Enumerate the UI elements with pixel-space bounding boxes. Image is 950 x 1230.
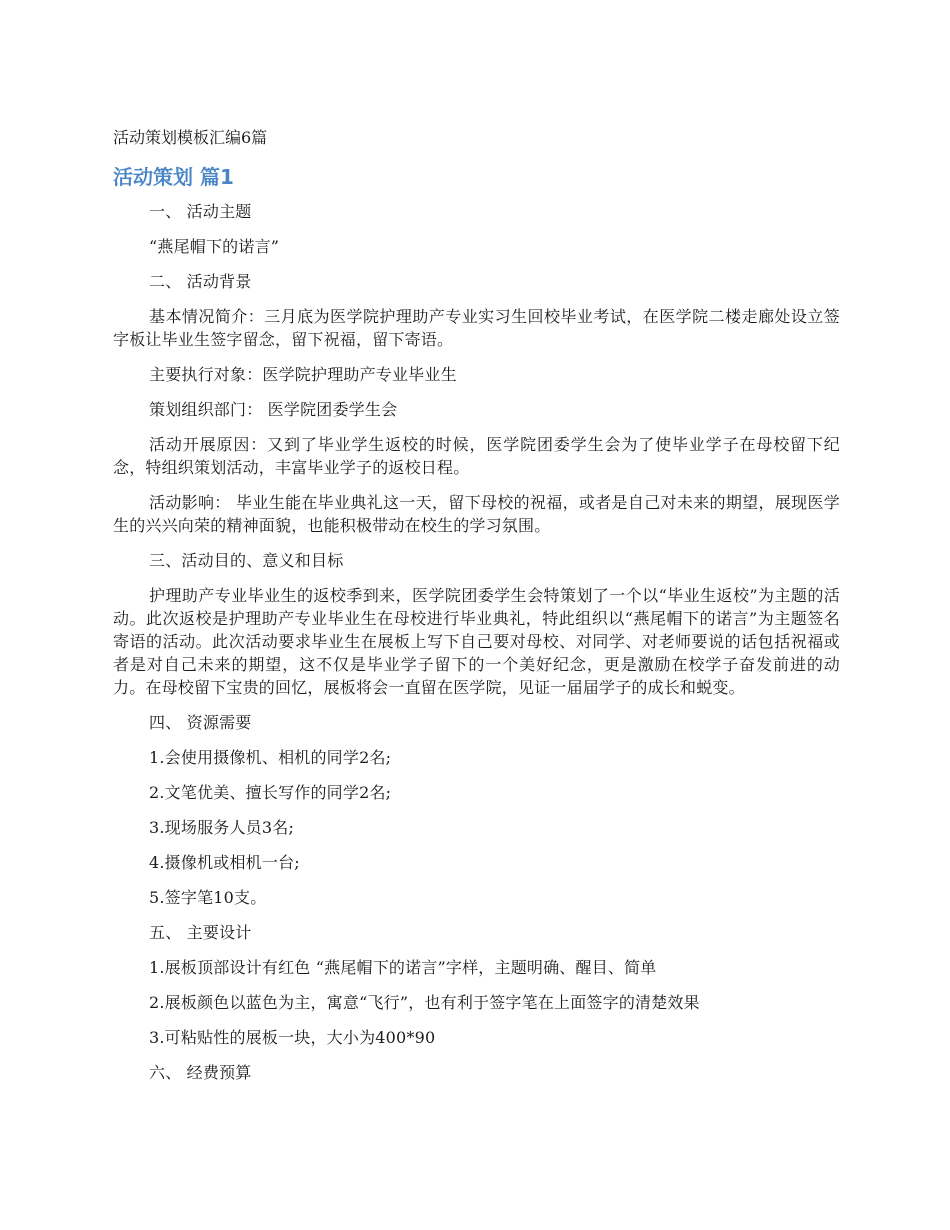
heading-activity-background: 二、 活动背景 xyxy=(149,272,252,291)
heading-activity-theme: 一、 活动主题 xyxy=(149,202,252,221)
activity-theme-text: “燕尾帽下的诺言” xyxy=(149,237,280,256)
design-item: 2.展板颜色以蓝色为主，寓意“飞行”，也有利于签字笔在上面签字的清楚效果 xyxy=(149,993,700,1012)
purpose-text: 护理助产专业毕业生的返校季到来，医学院团委学生会特策划了一个以“毕业生返校”为主题的活动。此次返校是护理助产专业毕业生在母校进行毕业典礼，特此组织以“燕尾帽下的诺言”为主题签名寄语的活动。此次活动要求毕业生在展板上写下自己要对母校、对同学、对老师要说的话包括祝福或者是对自己未来的期望，这不仅是毕业学子留下的一个美好纪念，更是激励在校学子奋发前进的动力。在母校留下宝贵的回忆，展板将会一直留在医学院，见证一届届学子的成长和蜕变。 xyxy=(113,586,840,697)
design-item: 1.展板顶部设计有红色 “燕尾帽下的诺言”字样，主题明确、醒目、简单 xyxy=(149,958,657,977)
background-basic-info: 基本情况简介：三月底为医学院护理助产专业实习生回校毕业考试，在医学院二楼走廊处设立签字板让毕业生签字留念，留下祝福，留下寄语。 xyxy=(113,307,840,349)
background-target: 主要执行对象：医学院护理助产专业毕业生 xyxy=(149,365,457,384)
section-heading: 活动策划 篇1 xyxy=(113,165,234,189)
document-body xyxy=(113,200,840,1096)
heading-budget: 六、 经费预算 xyxy=(149,1063,252,1082)
resource-item: 3.现场服务人员3名; xyxy=(149,818,295,837)
resource-item: 1.会使用摄像机、相机的同学2名; xyxy=(149,748,392,767)
document-title: 活动策划模板汇编6篇 xyxy=(113,128,268,147)
design-item: 3.可粘贴性的展板一块，大小为400*90 xyxy=(149,1028,436,1047)
background-impact: 活动影响： 毕业生能在毕业典礼这一天，留下母校的祝福，或者是自己对未来的期望，展现医学生的兴兴向荣的精神面貌，也能积极带动在校生的学习氛围。 xyxy=(113,493,840,535)
resource-item: 5.签字笔10支。 xyxy=(149,888,267,907)
heading-design: 五、 主要设计 xyxy=(149,923,252,942)
heading-resources: 四、 资源需要 xyxy=(149,713,252,732)
heading-purpose: 三、活动目的、意义和目标 xyxy=(149,551,344,570)
background-reason: 活动开展原因：又到了毕业学生返校的时候，医学院团委学生会为了使毕业学子在母校留下纪念，特组织策划活动，丰富毕业学子的返校日程。 xyxy=(113,435,840,477)
resource-item: 2.文笔优美、擅长写作的同学2名; xyxy=(149,783,392,802)
resource-item: 4.摄像机或相机一台; xyxy=(149,853,300,872)
background-organizer: 策划组织部门： 医学院团委学生会 xyxy=(149,400,398,419)
